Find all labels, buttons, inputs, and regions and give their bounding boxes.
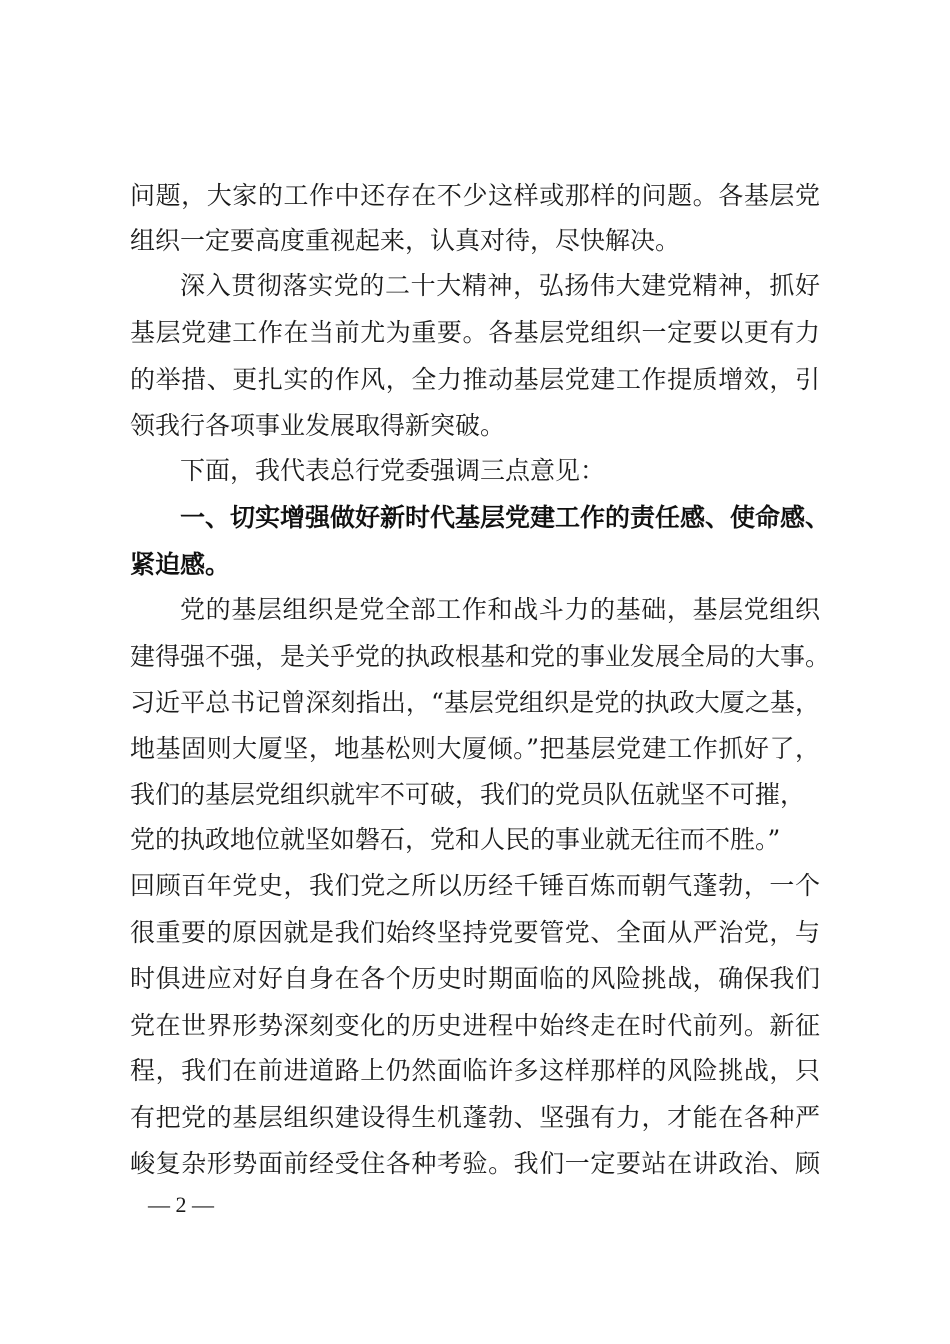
page-number: — 2 —: [148, 1192, 214, 1217]
paragraph-first-line: 党的基层组织是党全部工作和战斗力的基础，基层党组织: [180, 595, 820, 624]
body-line: 党在世界形势深刻变化的历史进程中始终走在时代前列。新征: [130, 1011, 820, 1040]
paragraph-first-line: 下面，我代表总行党委强调三点意见：: [180, 456, 606, 485]
body-line: 基层党建工作在当前尤为重要。各基层党组织一定要以更有力: [130, 318, 820, 347]
body-line: 组织一定要高度重视起来，认真对待，尽快解决。: [130, 226, 681, 255]
body-line: 我们的基层党组织就牢不可破，我们的党员队伍就坚不可摧，: [130, 780, 806, 809]
body-line: 党的执政地位就坚如磐石，党和人民的事业就无往而不胜。”: [130, 825, 781, 854]
body-line: 很重要的原因就是我们始终坚持党要管党、全面从严治党，与: [130, 918, 820, 947]
body-line: 的举措、更扎实的作风，全力推动基层党建工作提质增效，引: [130, 365, 820, 394]
body-line: 建得强不强，是关乎党的执政根基和党的事业发展全局的大事。: [130, 642, 831, 671]
body-line: 峻复杂形势面前经受住各种考验。我们一定要站在讲政治、顾: [130, 1149, 820, 1178]
body-line: 地基固则大厦坚，地基松则大厦倾。”把基层党建工作抓好了，: [130, 734, 820, 763]
section-heading-continuation: 紧迫感。: [130, 550, 231, 579]
body-line: 程，我们在前进道路上仍然面临许多这样那样的风险挑战，只: [130, 1056, 820, 1085]
body-line: 问题，大家的工作中还存在不少这样或那样的问题。各基层党: [130, 181, 820, 210]
body-line: 有把党的基层组织建设得生机蓬勃、坚强有力，才能在各种严: [130, 1103, 820, 1132]
body-line: 习近平总书记曾深刻指出，“基层党组织是党的执政大厦之基，: [130, 688, 820, 717]
body-line: 回顾百年党史，我们党之所以历经千锤百炼而朝气蓬勃，一个: [130, 871, 820, 900]
body-line: 时俱进应对好自身在各个历史时期面临的风险挑战，确保我们: [130, 964, 820, 993]
paragraph-first-line: 深入贯彻落实党的二十大精神，弘扬伟大建党精神，抓好: [180, 271, 820, 300]
body-line: 领我行各项事业发展取得新突破。: [130, 411, 506, 440]
section-heading: 一、切实增强做好新时代基层党建工作的责任感、使命感、: [180, 503, 831, 532]
